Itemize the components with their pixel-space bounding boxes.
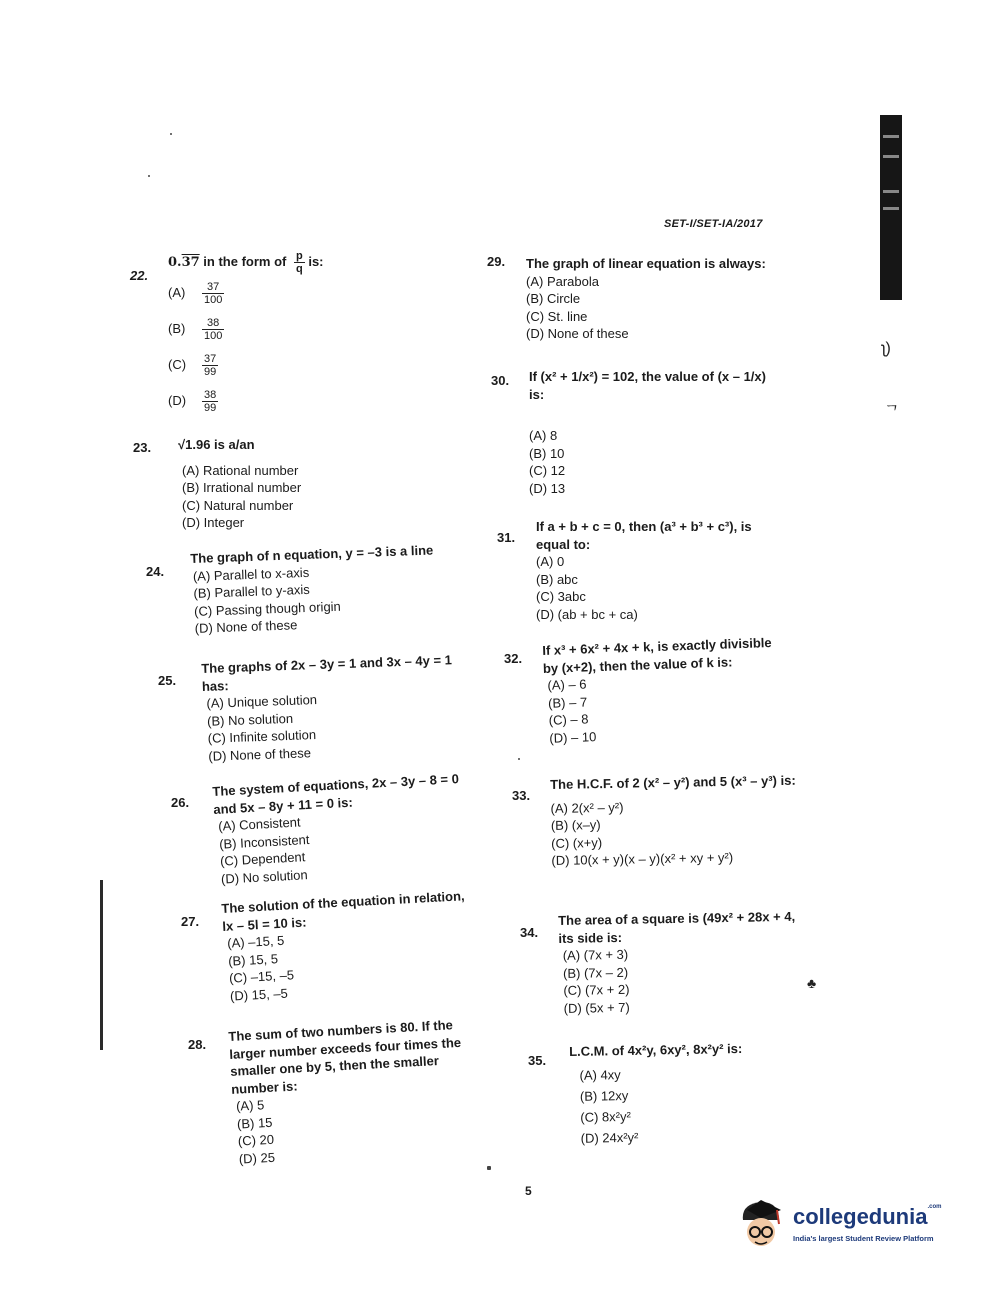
scan-speck (518, 758, 520, 760)
option: (B) Irrational number (182, 480, 302, 495)
question-stem: If x³ + 6x² + 4x + k, is exactly divisible by (x+2), then the value of k is: (542, 634, 772, 676)
option: (D) 25 (238, 1149, 276, 1167)
question-number: 23. (133, 440, 152, 455)
question-number: 24. (146, 564, 165, 579)
option: (A) 5 (235, 1097, 265, 1114)
option: (C) 3abc (536, 589, 586, 604)
option: (C) –15, –5 (228, 967, 295, 986)
question-stem: The system of equations, 2x – 3y – 8 = 0 and 5x – 8y + 11 = 0 is: (212, 771, 460, 817)
question-number: 22. (130, 268, 149, 283)
scan-mark: ♣ (807, 975, 817, 991)
option: (A) –15, 5 (226, 932, 285, 951)
question-stem: The area of a square is (49x² + 28x + 4, its side is: (558, 908, 796, 946)
option: (B) – 7 (547, 693, 588, 711)
option: (B) (7x – 2) (562, 964, 629, 981)
question-29 (526, 255, 766, 343)
option: (C) $\frac{37}{99}$ (168, 352, 217, 378)
question-number: 35. (528, 1053, 547, 1068)
question-number: 25. (158, 673, 177, 688)
option: (A) Rational number (182, 462, 299, 478)
scan-mark: ʅ) (882, 340, 891, 357)
option: (D) 10(x + y)(x – y)(x² + xy + y²) (551, 849, 734, 868)
option: (A) Parabola (526, 273, 599, 289)
option: (D) Integer (182, 515, 245, 530)
question-33 (550, 772, 802, 870)
option: (D) No solution (220, 866, 308, 887)
question-stem: √1.96 is a/an (178, 437, 255, 452)
question-22 (168, 250, 324, 419)
option: (A) (7x + 3) (562, 946, 629, 963)
mascot-icon (733, 1198, 789, 1256)
option: (D) (ab + bc + ca) (536, 606, 638, 622)
question-number: 34. (520, 925, 539, 940)
option: (C) (7x + 2) (563, 981, 630, 998)
question-stem: The graphs of 2x – 3y = 1 and 3x – 4y = 1 has: (201, 652, 453, 694)
page-number: 5 (525, 1184, 532, 1198)
option: (B) Parallel to y-axis (193, 581, 311, 601)
question-stem: The solution of the equation in relation, lx – 5l = 10 is: (221, 888, 465, 934)
question-25 (201, 651, 465, 765)
question-24 (190, 542, 436, 638)
logo-tagline: India's largest Student Review Platform (793, 1234, 934, 1243)
question-stem: The graph of linear equation is always: (526, 256, 766, 271)
option: (C) Natural number (182, 497, 294, 513)
question-number: 32. (504, 651, 523, 666)
option: (A) 2(x² – y²) (550, 799, 624, 816)
option: (B) 12xy (579, 1087, 629, 1104)
option: (B) $\frac{38}{100}$ (168, 316, 223, 342)
logo-wordmark: collegedunia$^{.com}$ (793, 1204, 942, 1229)
option: (D) 24x²y² (580, 1129, 639, 1146)
question-28 (228, 1014, 493, 1167)
question-stem: L.C.M. of 4x²y, 6xy², 8x²y² is: (569, 1040, 743, 1059)
option: (B) abc (536, 571, 578, 587)
question-stem: If a + b + c = 0, then (a³ + b³ + c³), is equal to: (536, 519, 752, 552)
question-number: 27. (181, 914, 200, 929)
question-stem: The H.C.F. of 2 (x² – y²) and 5 (x³ – y³) is: (550, 772, 796, 792)
option: (B) Inconsistent (218, 831, 310, 852)
option: (D) None of these (194, 617, 298, 636)
option: (C) Passing though origin (193, 598, 342, 619)
option: (A) – 6 (547, 676, 587, 693)
question-34 (558, 908, 810, 1017)
question-stem: If (x² + 1/x²) = 102, the value of (x – 1/x) is: (529, 369, 766, 402)
option: (D) – 10 (549, 728, 597, 746)
question-number: 31. (497, 530, 516, 545)
question-26 (212, 770, 472, 888)
question-35 (569, 1039, 801, 1148)
question-number: 28. (188, 1037, 207, 1052)
fraction-p-q: $\frac{p}{q}$ (295, 250, 303, 275)
option: (C) 8x²y² (580, 1108, 631, 1125)
scan-edge-artifact (880, 115, 902, 300)
option: (D) 15, –5 (229, 985, 289, 1004)
collegedunia-logo (733, 1198, 963, 1258)
option: (B) Circle (526, 291, 581, 306)
option: (C) St. line (526, 308, 588, 324)
option: (C) – 8 (548, 711, 589, 728)
option: (D) 13 (529, 480, 566, 496)
scan-speck (487, 1166, 491, 1170)
option: (D) $\frac{38}{99}$ (168, 388, 217, 414)
option: (D) None of these (208, 744, 312, 764)
question-31 (536, 518, 786, 623)
option: (B) 15 (236, 1114, 273, 1132)
option: (A) Parallel to x-axis (192, 564, 310, 584)
option: (B) 10 (529, 445, 565, 461)
question-number: 30. (491, 373, 510, 388)
question-27 (221, 887, 481, 1005)
option: (B) 15, 5 (227, 950, 279, 969)
option: (A) $\frac{37}{100}$ (168, 280, 223, 306)
option: (A) 4xy (579, 1066, 621, 1083)
option: (C) (x+y) (551, 834, 603, 851)
scan-edge-line (100, 880, 103, 1050)
question-stem: The graph of n equation, y = –3 is a line (190, 542, 434, 566)
question-stem: The sum of two numbers is 80. If the larger number exceeds four times the smaller one by 5, then the smaller number is: (228, 1017, 462, 1097)
scan-mark: ᄀ (884, 405, 900, 422)
question-23 (178, 436, 301, 532)
option: (C) Infinite solution (207, 727, 317, 746)
question-number: 29. (487, 254, 506, 269)
question-number: 33. (512, 788, 531, 803)
question-stem: 0.37 in the form of $\frac{p}{q}$ is: (168, 250, 324, 275)
option: (D) None of these (526, 326, 629, 341)
option: (C) Dependent (219, 849, 306, 869)
option: (A) Unique solution (206, 691, 318, 711)
option: (B) (x–y) (550, 817, 601, 833)
option: (C) 20 (237, 1131, 275, 1149)
question-30 (529, 368, 779, 497)
option: (A) 0 (536, 554, 565, 569)
question-number: 26. (171, 795, 190, 810)
scan-speck (148, 175, 150, 177)
option: (C) 12 (529, 463, 566, 478)
option: (A) Consistent (217, 814, 301, 834)
question-32 (542, 633, 794, 747)
option: (D) (5x + 7) (563, 999, 630, 1016)
option: (B) No solution (206, 710, 294, 729)
page-header: SET-I/SET-IA/2017 (664, 218, 763, 230)
option: (A) 8 (529, 428, 558, 443)
scan-speck (170, 133, 172, 135)
